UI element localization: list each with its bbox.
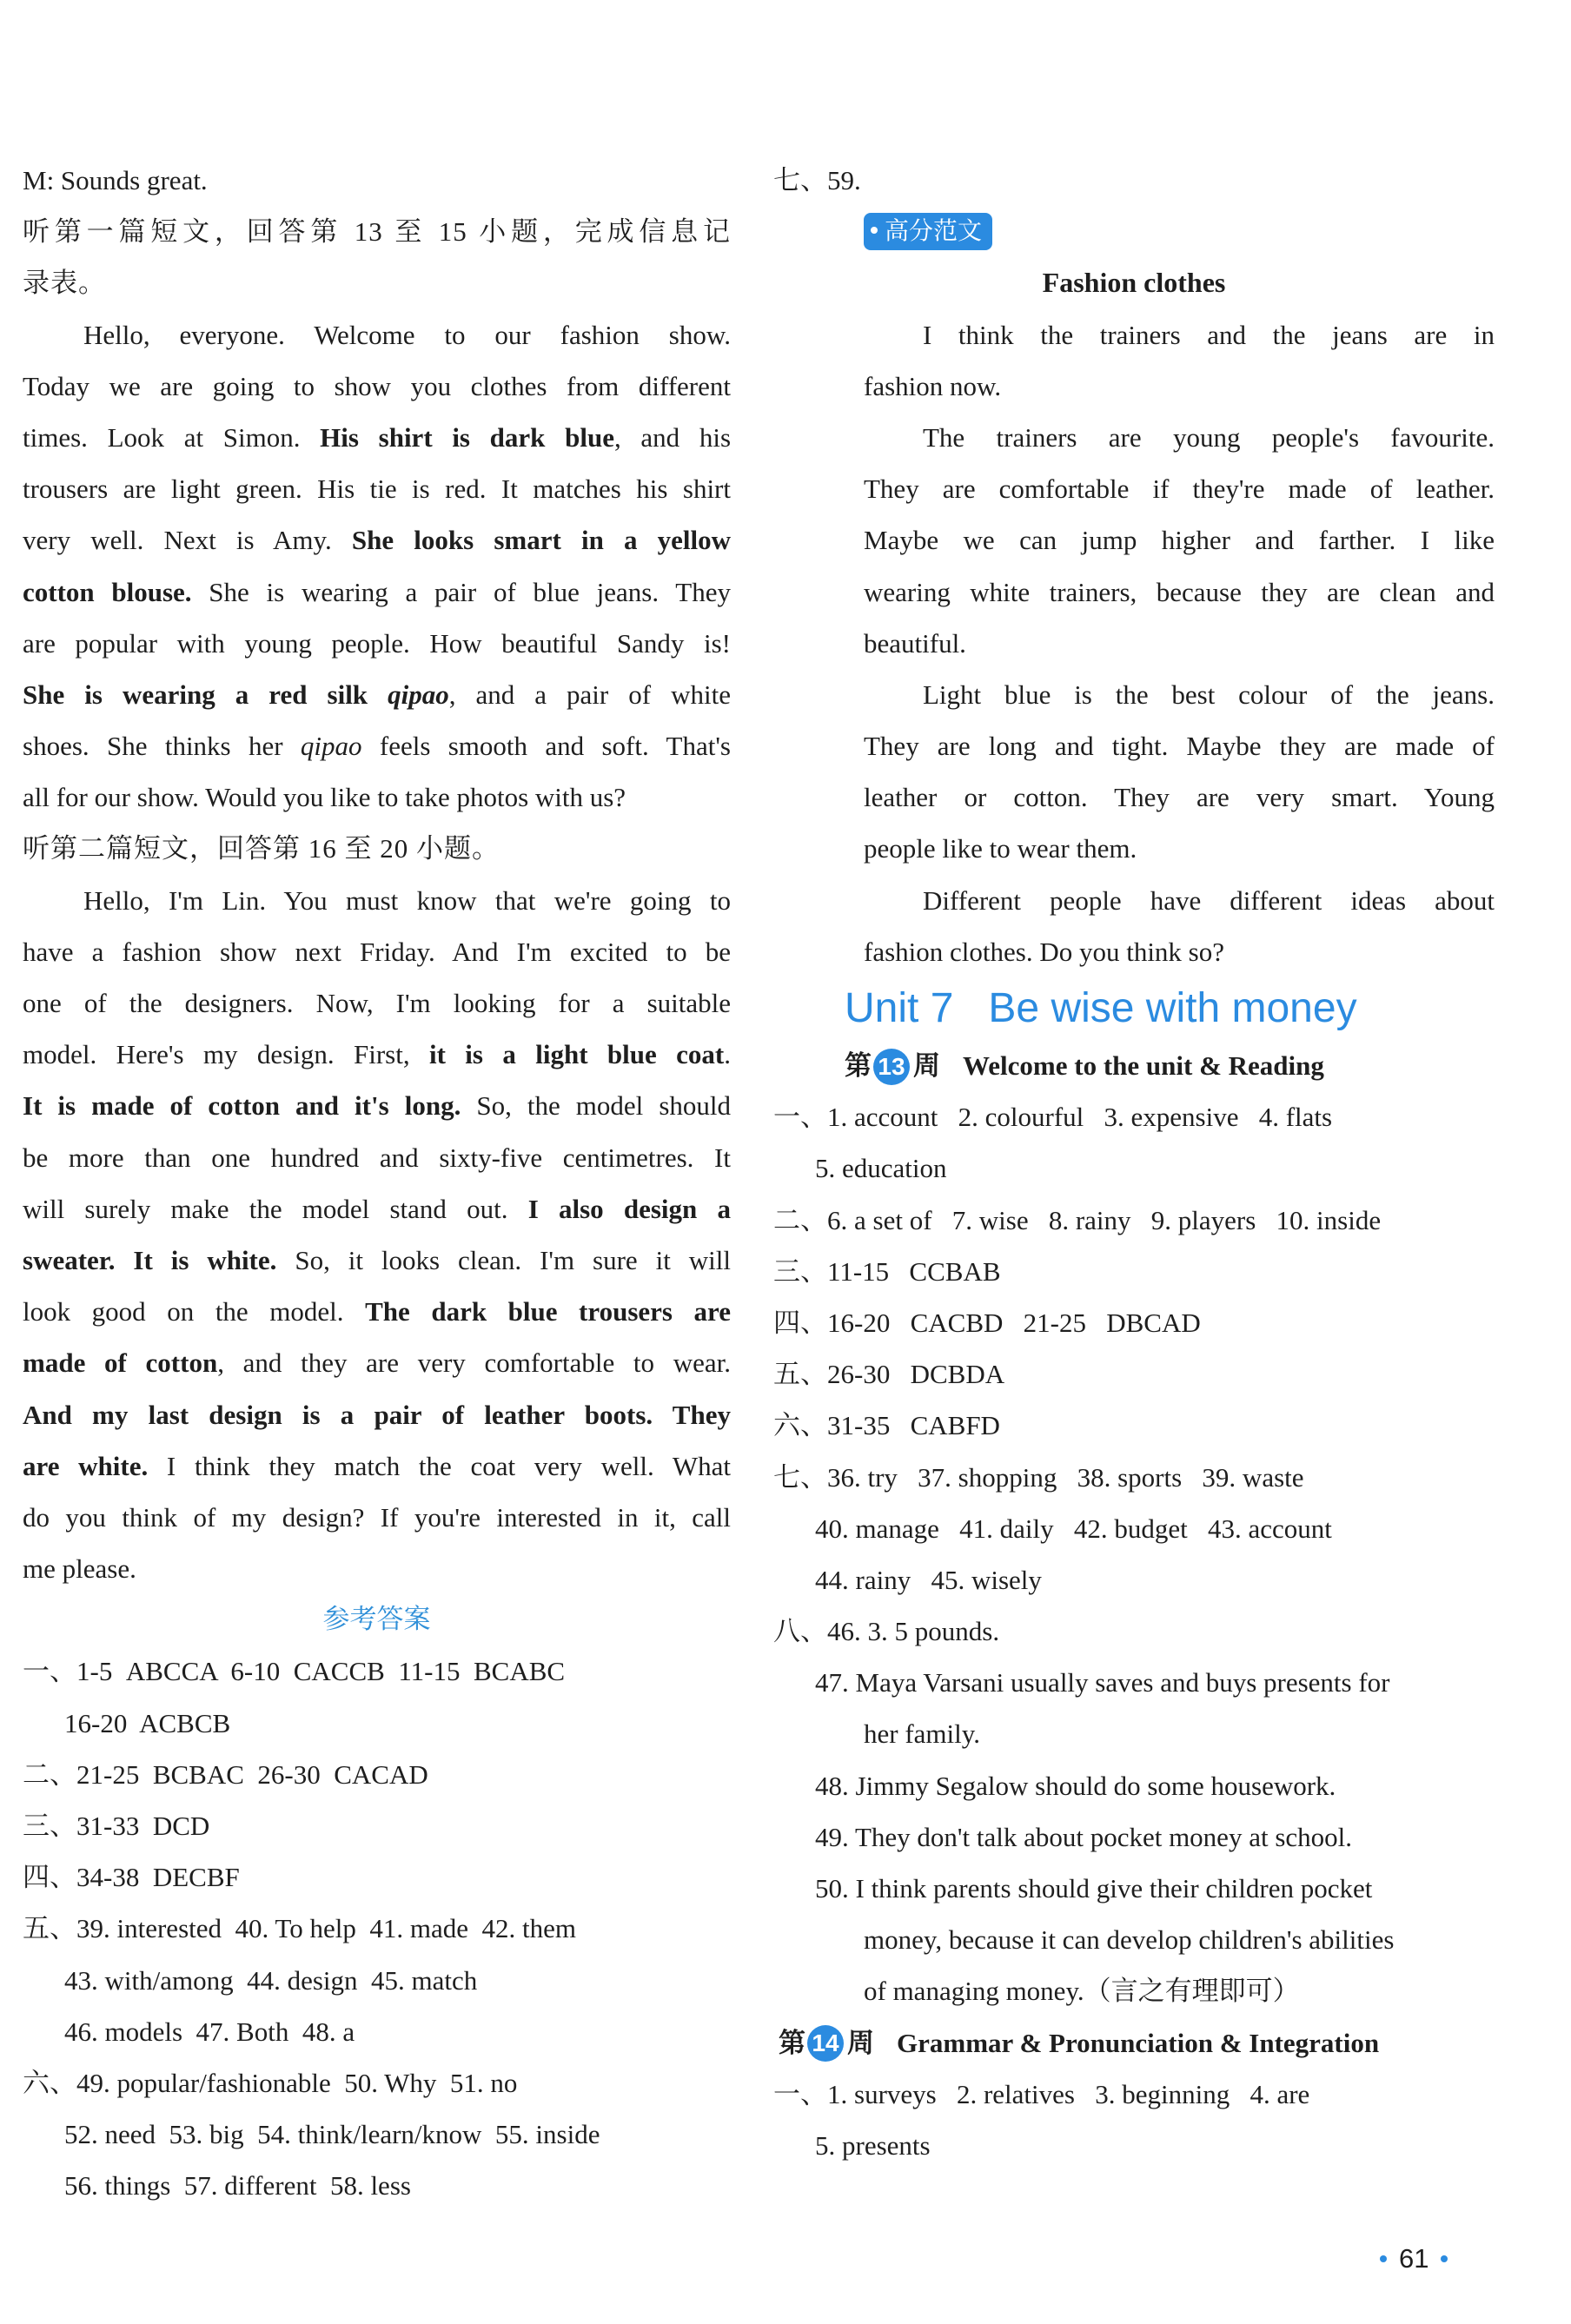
answer-line: 44. rainy 45. wisely bbox=[815, 1564, 1042, 1595]
week-suffix: 周 bbox=[847, 2027, 874, 2058]
answer-line: 43. with/among 44. design 45. match bbox=[64, 1964, 478, 1996]
answer-line: 五、26-30 DCBDA bbox=[773, 1359, 1005, 1390]
passage-text: trousers are light green. His tie is red. It matches his shirt bbox=[23, 473, 731, 505]
left-column bbox=[23, 155, 731, 2212]
passage-line bbox=[23, 514, 731, 566]
question-seven-label: 七、59. bbox=[773, 165, 861, 195]
passage-line bbox=[23, 1235, 731, 1286]
week-13-answers bbox=[773, 1091, 1495, 2016]
passage-text: be more than one hundred and sixty-five centimetres. It bbox=[23, 1142, 731, 1173]
passage-line bbox=[23, 361, 731, 412]
right-column bbox=[773, 155, 1495, 2171]
passage-text: times. Look at Simon. bbox=[23, 421, 321, 453]
week-prefix: 第 bbox=[845, 1050, 872, 1081]
listening-instruction-2: 听第二篇短文，回答第 16 至 20 小题。 bbox=[23, 833, 500, 864]
unit-number: Unit 7 bbox=[845, 985, 954, 1031]
passage-line bbox=[23, 1543, 731, 1594]
listening-instruction-1: 听第一篇短文，回答第 13 至 15 小题，完成信息记 bbox=[23, 216, 731, 248]
bold-answer-text: It is made of cotton and it's long. bbox=[23, 1090, 461, 1122]
essay-line: Different people have different ideas about bbox=[923, 884, 1495, 916]
bold-answer-text: it is a light blue coat bbox=[428, 1039, 725, 1070]
essay-line: wearing white trainers, because they are clean and bbox=[864, 576, 1495, 607]
bold-answer-text: She is wearing a red silk qipao bbox=[23, 679, 449, 710]
week-suffix: 周 bbox=[913, 1050, 940, 1081]
answer-line: 5. presents bbox=[815, 2129, 931, 2161]
essay-line: fashion now. bbox=[864, 370, 1002, 401]
answer-line: her family. bbox=[864, 1718, 980, 1750]
answer-line: 一、1. surveys 2. relatives 3. beginning 4. are bbox=[773, 2078, 1310, 2109]
answer-line: 六、31-35 CABFD bbox=[773, 1410, 1000, 1441]
passage-line bbox=[23, 1132, 731, 1183]
passage-text: Hello, I'm Lin. You must know that we're going to bbox=[83, 884, 731, 916]
answer-line: 一、1. account 2. colourful 3. expensive 4. flats bbox=[773, 1102, 1333, 1133]
passage-text: , and they are very comfortable to wear. bbox=[217, 1347, 731, 1379]
passage-line bbox=[23, 309, 731, 361]
essay-line: fashion clothes. Do you think so? bbox=[864, 936, 1225, 967]
week-title: Grammar & Pronunciation & Integration bbox=[897, 2027, 1380, 2058]
passage-text: . bbox=[724, 1039, 732, 1070]
answer-key-heading: 参考答案 bbox=[322, 1604, 431, 1636]
passage-text: , and his bbox=[613, 421, 732, 453]
bold-answer-text: She looks smart in a yellow bbox=[351, 525, 731, 556]
bold-answer-text: made of cotton bbox=[23, 1347, 218, 1379]
model-essay-badge bbox=[864, 213, 992, 250]
passage-text: She is wearing a pair of blue jeans. They bbox=[191, 576, 731, 607]
passage-line bbox=[23, 566, 731, 618]
answer-line: 47. Maya Varsani usually saves and buys presents for bbox=[815, 1667, 1390, 1698]
bold-answer-text: The dark blue trousers are bbox=[365, 1296, 731, 1328]
passage-text: do you think of my design? If you're interested in it, call bbox=[23, 1501, 731, 1533]
essay-line: They are comfortable if they're made of leather. bbox=[864, 473, 1495, 505]
week-number-circle: 13 bbox=[873, 1049, 910, 1085]
bold-answer-text: cotton blouse. bbox=[23, 576, 192, 607]
model-essay bbox=[773, 309, 1495, 977]
answer-line: 七、36. try 37. shopping 38. sports 39. waste bbox=[773, 1461, 1304, 1493]
passage-text: So, it looks clean. I'm sure it will bbox=[276, 1244, 731, 1275]
essay-line: Light blue is the best colour of the jeans. bbox=[923, 679, 1495, 710]
page-number-text: 61 bbox=[1399, 2243, 1429, 2274]
passage-text: me please. bbox=[23, 1553, 136, 1585]
passage-text: very well. Next is Amy. bbox=[23, 525, 352, 556]
dot-icon bbox=[1380, 2255, 1387, 2262]
answer-line: of managing money.（言之有理即可） bbox=[864, 1976, 1300, 2007]
bold-answer-text: And my last design is a pair of leather boots. They bbox=[23, 1399, 731, 1430]
essay-line: They are long and tight. Maybe they are made of bbox=[864, 731, 1495, 762]
passage-text: all for our show. Would you like to take photos with us? bbox=[23, 782, 626, 813]
passage-text: shoes. She thinks her qipao feels smooth and soft. That's bbox=[23, 731, 731, 762]
answer-line: 16-20 ACBCB bbox=[64, 1707, 231, 1738]
passage-text: have a fashion show next Friday. And I'm excited to be bbox=[23, 936, 731, 967]
essay-line: Maybe we can jump higher and farther. I like bbox=[864, 525, 1495, 556]
passage-line bbox=[23, 669, 731, 720]
answer-line: 三、31-33 DCD bbox=[23, 1811, 210, 1841]
answer-line: 八、46. 3. 5 pounds. bbox=[773, 1616, 1000, 1647]
passage-line bbox=[23, 875, 731, 926]
answer-line: 二、21-25 BCBAC 26-30 CACAD bbox=[23, 1758, 428, 1790]
week-title: Welcome to the unit & Reading bbox=[963, 1050, 1324, 1081]
listening-passage-1 bbox=[23, 309, 731, 824]
essay-line: people like to wear them. bbox=[864, 833, 1137, 864]
answer-line: 46. models 47. Both 48. a bbox=[64, 2016, 355, 2047]
passage-line bbox=[23, 1029, 731, 1080]
answer-line: 50. I think parents should give their children pocket bbox=[815, 1873, 1373, 1904]
essay-title: Fashion clothes bbox=[1042, 267, 1226, 299]
passage-line bbox=[23, 1286, 731, 1337]
listening-passage-2 bbox=[23, 875, 731, 1595]
bold-answer-text: are white. bbox=[23, 1450, 149, 1481]
passage-line bbox=[23, 412, 731, 463]
week-prefix: 第 bbox=[779, 2027, 805, 2058]
dialogue-line: M: Sounds great. bbox=[23, 165, 208, 195]
passage-line bbox=[23, 977, 731, 1029]
essay-line: leather or cotton. They are very smart. Young bbox=[864, 782, 1495, 813]
bold-answer-text: I also design a bbox=[527, 1193, 731, 1224]
dot-icon bbox=[1441, 2255, 1448, 2262]
answer-line: 56. things 57. different 58. less bbox=[64, 2170, 411, 2202]
week-14-heading bbox=[773, 2017, 1495, 2069]
essay-line: beautiful. bbox=[864, 627, 966, 659]
answer-line: 三、11-15 CCBAB bbox=[773, 1255, 1001, 1287]
badge-label: 高分范文 bbox=[885, 216, 983, 246]
answer-line: 二、6. a set of 7. wise 8. rainy 9. players 10. inside bbox=[773, 1204, 1382, 1235]
passage-text: will surely make the model stand out. bbox=[23, 1193, 528, 1224]
answer-line: 48. Jimmy Segalow should do some housework. bbox=[815, 1770, 1336, 1801]
answer-line: 一、1-5 ABCCA 6-10 CACCB 11-15 BCABC bbox=[23, 1656, 566, 1687]
passage-line bbox=[23, 926, 731, 977]
passage-line bbox=[23, 1080, 731, 1131]
answer-line: 四、16-20 CACBD 21-25 DBCAD bbox=[773, 1307, 1201, 1338]
passage-text: Today we are going to show you clothes from different bbox=[23, 370, 731, 401]
passage-line bbox=[23, 720, 731, 771]
passage-line bbox=[23, 771, 731, 823]
passage-line bbox=[23, 1440, 731, 1492]
bold-answer-text: His shirt is dark blue bbox=[320, 421, 614, 453]
passage-text: So, the model should bbox=[461, 1090, 732, 1122]
week-number-circle: 14 bbox=[807, 2025, 844, 2062]
week-14-answers bbox=[773, 2069, 1495, 2171]
answer-line: money, because it can develop children's abilities bbox=[864, 1924, 1395, 1956]
answer-line: 5. education bbox=[815, 1153, 947, 1184]
passage-line bbox=[23, 463, 731, 514]
answer-line: 五、39. interested 40. To help 41. made 42. them bbox=[23, 1913, 576, 1944]
passage-text: Hello, everyone. Welcome to our fashion show. bbox=[83, 319, 731, 350]
model-essay-badge-row bbox=[773, 206, 1495, 257]
essay-line: The trainers are young people's favourite. bbox=[923, 421, 1495, 453]
passage-text: are popular with young people. How beautiful Sandy is! bbox=[23, 627, 731, 659]
passage-text: one of the designers. Now, I'm looking for a suitable bbox=[23, 988, 731, 1018]
passage-line bbox=[23, 1183, 731, 1235]
answer-line: 40. manage 41. daily 42. budget 43. account bbox=[815, 1513, 1332, 1544]
passage-line bbox=[23, 1389, 731, 1440]
passage-text: , and a pair of white bbox=[448, 679, 731, 710]
passage-text: model. Here's my design. First, bbox=[23, 1039, 429, 1070]
bold-answer-text: sweater. It is white. bbox=[23, 1244, 277, 1275]
bullet-dot-icon bbox=[871, 227, 878, 234]
answer-line: 四、34-38 DECBF bbox=[23, 1862, 240, 1893]
passage-line bbox=[23, 1492, 731, 1543]
answer-line: 52. need 53. big 54. think/learn/know 55. inside bbox=[64, 2119, 600, 2150]
answer-line: 49. They don't talk about pocket money at school. bbox=[815, 1821, 1353, 1852]
unit-title: Be wise with money bbox=[988, 985, 1357, 1031]
week-13-heading bbox=[773, 1040, 1495, 1091]
unit-heading bbox=[773, 977, 1495, 1040]
answer-list-left bbox=[23, 1645, 731, 2211]
listening-instruction-1-cont: 录表。 bbox=[23, 268, 106, 299]
passage-line bbox=[23, 1337, 731, 1388]
page-number bbox=[1368, 2243, 1460, 2274]
passage-line bbox=[23, 618, 731, 669]
passage-text: look good on the model. bbox=[23, 1296, 366, 1328]
passage-text: I think they match the coat very well. What bbox=[148, 1450, 731, 1481]
essay-line: I think the trainers and the jeans are in bbox=[923, 319, 1495, 350]
answer-line: 六、49. popular/fashionable 50. Why 51. no bbox=[23, 2067, 518, 2098]
